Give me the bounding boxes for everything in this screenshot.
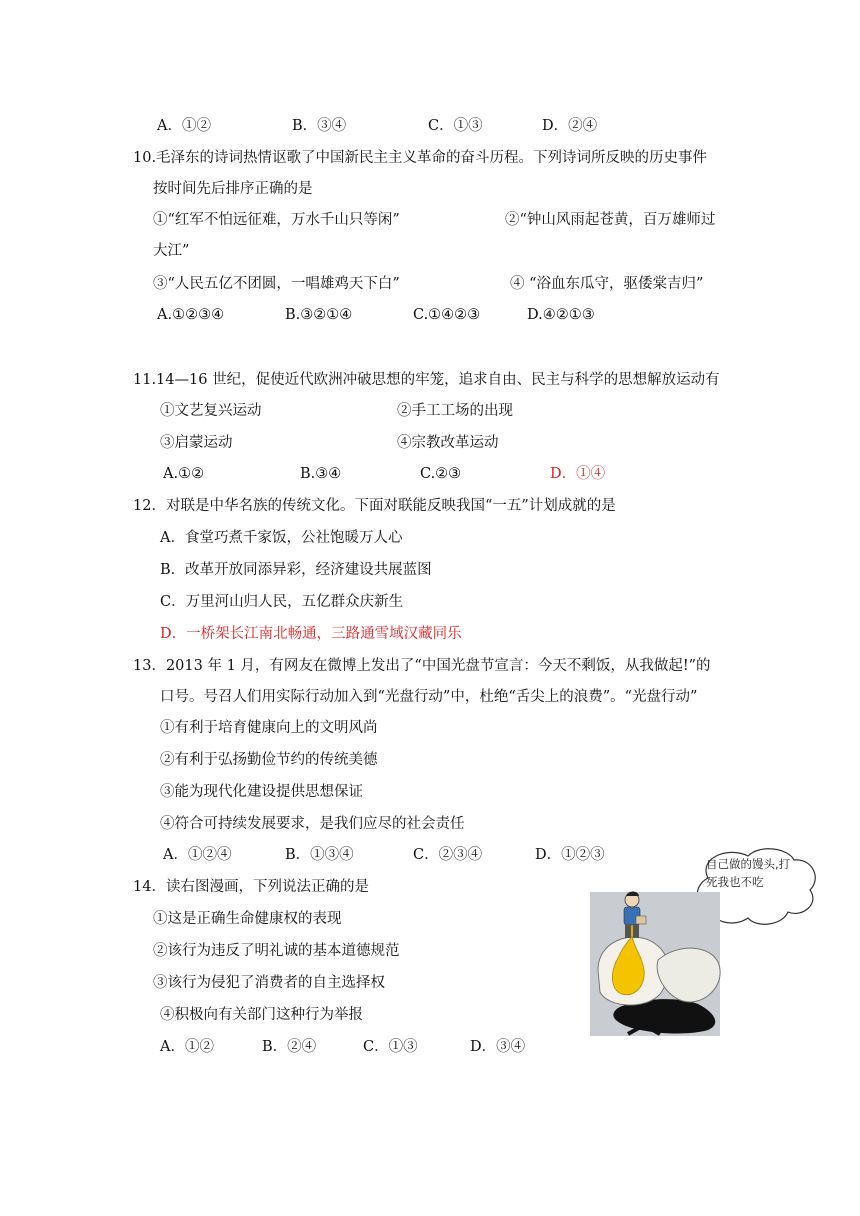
q11-item1: ①文艺复兴运动 [160,403,262,419]
q13-option-d: D．①②③ [535,847,605,863]
q11-option-c: C.②③ [420,466,462,482]
q13-option-a: A．①②④ [163,847,232,863]
q14-item3: ③该行为侵犯了消费者的自主选择权 [153,975,385,991]
q14-stem: 14．读右图漫画，下列说法正确的是 [133,879,369,895]
q12-option-c: C．万里河山归人民，五亿群众庆新生 [160,594,404,610]
q14-option-d: D．③④ [470,1039,526,1055]
q9-option-c: C．①③ [428,118,483,134]
q14-option-b: B．②④ [262,1039,317,1055]
q13-item4: ④符合可持续发展要求，是我们应尽的社会责任 [160,816,465,832]
q10-item2-cont: 大江” [153,243,190,259]
q10-item1: ①“红军不怕远征难，万水千山只等闲” [153,212,400,228]
q10-item2: ②“钟山风雨起苍黄，百万雄师过 [505,212,716,228]
q13-stem-line2: 口号。号召人们用实际行动加入到“光盘行动”中，杜绝“舌尖上的浪费”。“光盘行动” [160,689,698,705]
q14-item2: ②该行为违反了明礼诚的基本道德规范 [153,943,400,959]
q12-stem: 12．对联是中华名族的传统文化。下面对联能反映我国“一五”计划成就的是 [133,498,616,514]
q11-stem: 11.14—16 世纪，促使近代欧洲冲破思想的牢笼，追求自由、民主与科学的思想解放运动有 [133,372,720,388]
q11-item3: ③启蒙运动 [160,435,233,451]
q10-stem-line1: 10.毛泽东的诗词热情讴歌了中国新民主主义革命的奋斗历程。下列诗词所反映的历史事件 [133,150,708,166]
q10-option-d: D.④②①③ [527,307,595,323]
q10-stem-line2: 按时间先后排序正确的是 [153,181,313,197]
q13-item3: ③能为现代化建设提供思想保证 [160,784,363,800]
q9-option-d: D．②④ [542,118,598,134]
q11-item2: ②手工工场的出现 [397,403,513,419]
q10-item4: ④ “浴血东瓜守，驱倭棠吉归” [510,276,704,292]
q14-option-c: C．①③ [363,1039,418,1055]
q13-option-b: B．①③④ [285,847,354,863]
q14-option-a: A．①② [160,1039,214,1055]
q11-option-b: B.③④ [300,466,342,482]
q12-option-a: A．食堂巧煮千家饭，公社饱暖万人心 [160,530,403,546]
q10-item3: ③“人民五亿不团圆，一唱雄鸡天下白” [153,276,400,292]
q14-item1: ①这是正确生命健康权的表现 [153,911,342,927]
q12-option-b: B．改革开放同添异彩，经济建设共展蓝图 [160,562,432,578]
q13-item1: ①有利于培育健康向上的文明风尚 [160,720,378,736]
q11-option-d-answer: D．①④ [550,466,606,482]
q12-option-d-answer: D．一桥架长江南北畅通，三路通雪域汉藏同乐 [160,626,462,642]
q9-option-b: B．③④ [292,118,347,134]
q10-option-a: A.①②③④ [157,307,225,323]
q11-option-a: A.①② [163,466,205,482]
q10-option-c: C.①④②③ [413,307,481,323]
q13-stem-line1: 13．2013 年 1 月，有网友在微博上发出了“中国光盘节宣言：今天不剩饭，从我做起!”的 [133,658,711,674]
q10-option-b: B.③②①④ [285,307,353,323]
q11-item4: ④宗教改革运动 [397,435,499,451]
q13-item2: ②有利于弘扬勤俭节约的传统美德 [160,752,378,768]
q9-option-a: A．①② [157,118,211,134]
cartoon-speech-text: 自己做的馒头,打死我也不吃 [706,857,791,889]
q13-option-c: C．②③④ [413,847,483,863]
q14-item4: ④积极向有关部门这种行为举报 [160,1007,363,1023]
